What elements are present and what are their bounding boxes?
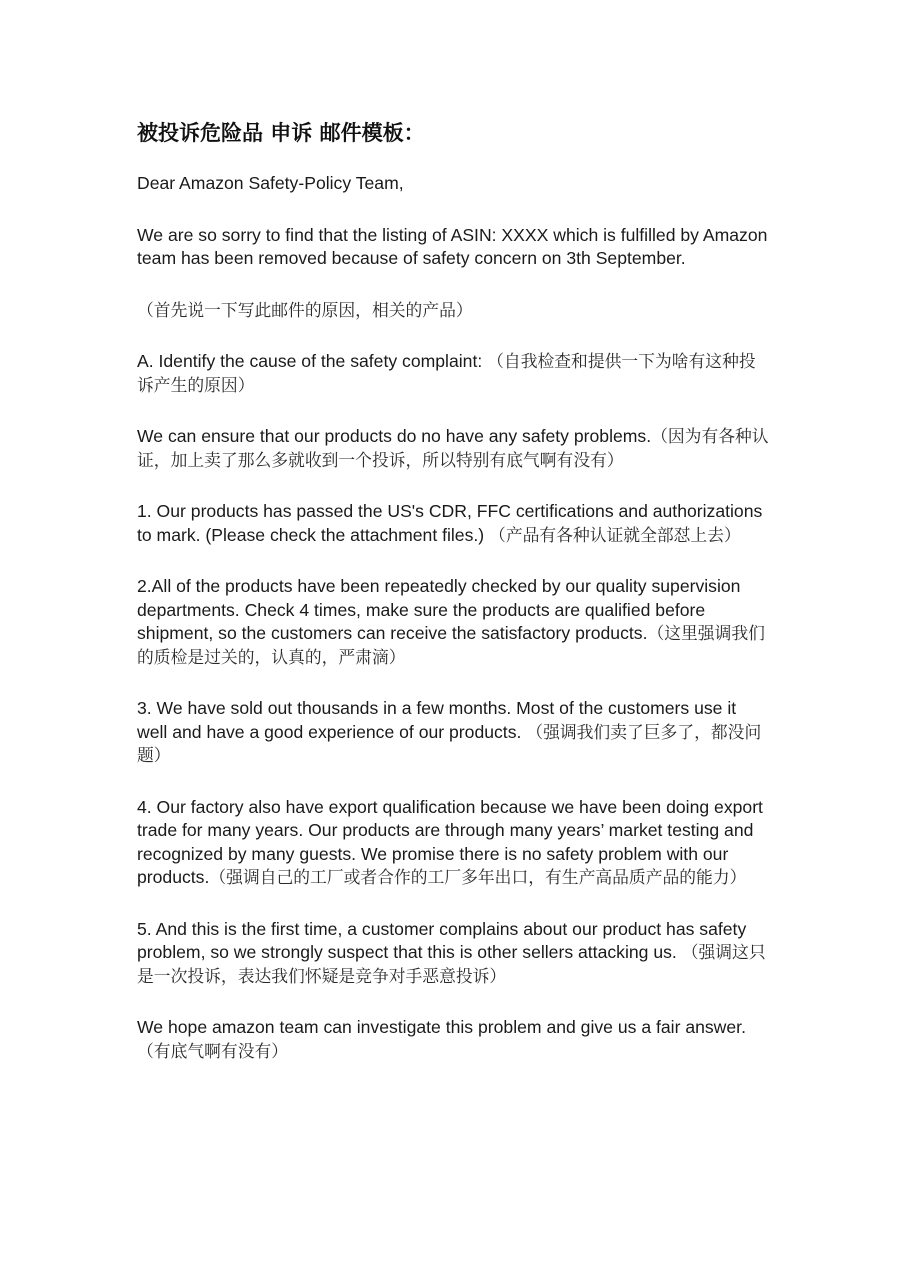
paragraph-text-en: A. Identify the cause of the safety complaint: [137, 351, 488, 371]
paragraph-text-en: 4. Our factory also have export qualification because we have been doing export trade for many years. Our products are through many years’ market testing and recognized by many guests. We promise there is no safety problem with our products. [137, 796, 763, 887]
paragraph-note-cn: （这里强调我们的质检是过关的，认真的，严肃滴） [137, 623, 765, 667]
document-page [137, 118, 769, 1091]
closing-paragraph [137, 1016, 769, 1063]
paragraph-note-cn: （强调自己的工厂或者合作的工厂多年出口，有生产高品质产品的能力） [209, 867, 747, 887]
paragraph-note-cn: （强调这只是一次投诉，表达我们怀疑是竞争对手恶意投诉） [137, 942, 766, 986]
paragraph-text-en: 2.All of the products have been repeatedly checked by our quality supervision departments. Check 4 times, make sure the products are qualified before shipment, so the customers can receive the satisfactory products. [137, 576, 741, 643]
paragraph-note-cn: （首先说一下写此邮件的原因，相关的产品） [137, 299, 473, 320]
point-3-paragraph [137, 697, 769, 768]
paragraph-text-en: We hope amazon team can investigate this problem and give us a fair answer. [137, 1017, 746, 1037]
paragraph-text-en: 1. Our products has passed the US's CDR, FFC certifications and authorizations to mark. (Please check the attachment files.) [137, 501, 763, 545]
paragraph-note-cn: （有底气啊有没有） [137, 1040, 289, 1061]
paragraph-text-en: 5. And this is the first time, a customer complains about our product has safety problem, so we strongly suspect that this is other sellers attacking us. [137, 918, 747, 962]
paragraph-note-cn: （自我检查和提供一下为啥有这种投诉产生的原因） [137, 351, 756, 395]
point-1-paragraph [137, 500, 769, 547]
intro-paragraph [137, 224, 769, 271]
intro-note-paragraph [137, 299, 769, 323]
point-2-paragraph [137, 575, 769, 669]
paragraph-text-en: We can ensure that our products do no have any safety problems. [137, 426, 652, 446]
paragraph-text-en: We are so sorry to find that the listing of ASIN: XXXX which is fulfilled by Amazon team has been removed because of safety concern on 3th September. [137, 224, 768, 268]
greeting-paragraph [137, 172, 769, 196]
point-4-paragraph [137, 796, 769, 890]
paragraph-note-cn: （产品有各种认证就全部怼上去） [489, 524, 741, 545]
paragraph-text-en: 3. We have sold out thousands in a few months. Most of the customers use it well and have a good experience of our products. [137, 698, 737, 742]
paragraph-text-en: Dear Amazon Safety-Policy Team, [137, 173, 404, 193]
point-5-paragraph [137, 918, 769, 989]
document-title: 被投诉危险品 申诉 邮件模板： [137, 121, 425, 145]
paragraph-note-cn: （强调我们卖了巨多了，都没问题） [137, 721, 762, 765]
section-a-heading [137, 350, 769, 397]
assurance-paragraph [137, 425, 769, 472]
paragraph-note-cn: （因为有各种认证，加上卖了那么多就收到一个投诉，所以特别有底气啊有没有） [137, 426, 769, 470]
